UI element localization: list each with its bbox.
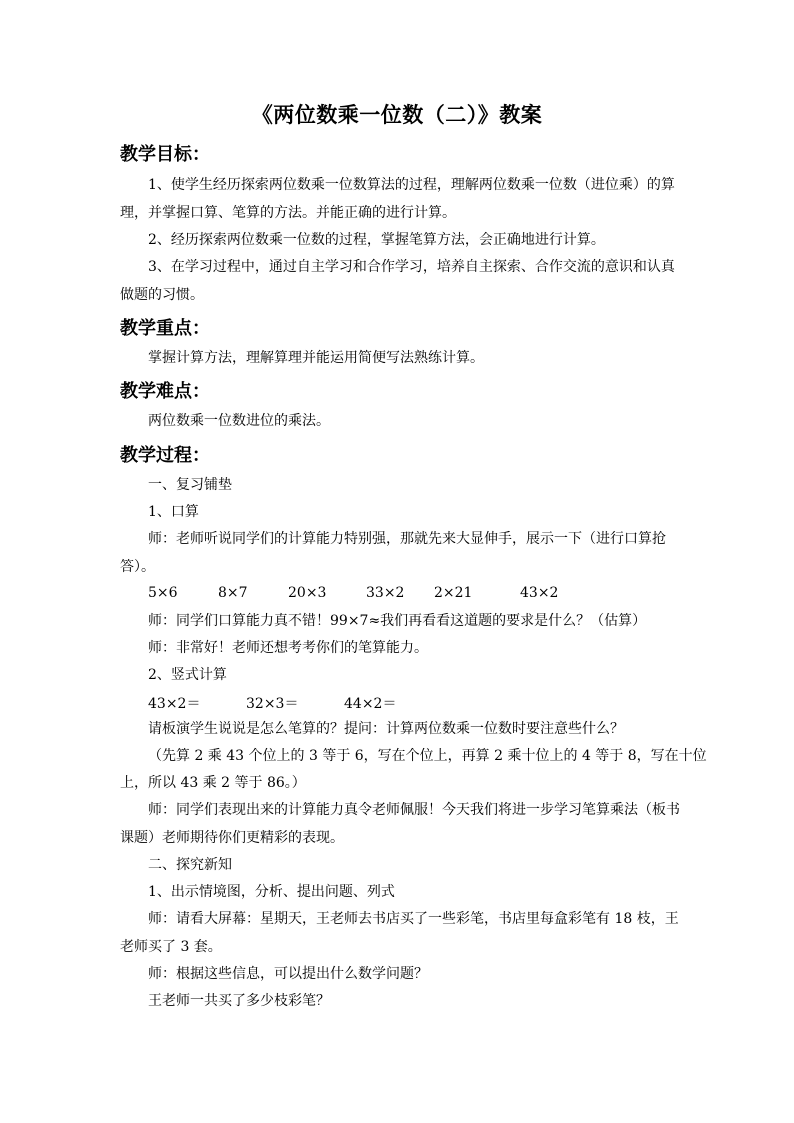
oral-problem: 20×3 <box>288 585 327 601</box>
ask-line: 请板演学生说说是怎么笔算的？提问：计算两位数乘一位数时要注意些什么？ <box>148 721 624 737</box>
page-title: 《两位数乘一位数（二）》教案 <box>251 102 543 127</box>
oral-problem: 2×21 <box>434 585 473 601</box>
section-explore: 二、探究新知 <box>148 857 232 873</box>
subsection-scene: 1、出示情境图，分析、提出问题、列式 <box>148 884 395 900</box>
vertical-problem: 32×3＝ <box>246 696 299 712</box>
objective-1-line-1: 1、使学生经历探索两位数乘一位数算法的过程，理解两位数乘一位数（进位乘）的算 <box>148 177 675 193</box>
objective-3-line-1: 3、在学习过程中，通过自主学习和合作学习，培养自主探索、合作交流的意识和认真 <box>148 259 675 275</box>
objective-2: 2、经历探索两位数乘一位数的过程，掌握笔算方法，会正确地进行计算。 <box>148 232 605 248</box>
heading-process: 教学过程： <box>120 445 210 466</box>
teacher-line-4a: 师：同学们表现出来的计算能力真令老师佩服！今天我们将进一步学习笔算乘法（板书 <box>148 802 680 818</box>
objective-1-line-2: 理，并掌握口算、笔算的方法。并能正确的进行计算。 <box>120 205 456 221</box>
teacher-line-6: 师：根据这些信息，可以提出什么数学问题？ <box>148 966 428 982</box>
teacher-line-1b: 答）。 <box>120 559 155 575</box>
difficulties-text: 两位数乘一位数进位的乘法。 <box>148 413 330 429</box>
heading-key-points: 教学重点： <box>120 318 210 339</box>
teacher-line-5a: 师：请看大屏幕：星期天，王老师去书店买了一些彩笔，书店里每盒彩笔有 18 枝，王 <box>148 911 679 927</box>
oral-problem: 5×6 <box>148 585 178 601</box>
objective-3-line-2: 做题的习惯。 <box>120 287 204 303</box>
teacher-line-4b: 课题）老师期待你们更精彩的表现。 <box>120 830 344 846</box>
vertical-problem: 43×2＝ <box>148 696 201 712</box>
heading-difficulties: 教学难点： <box>120 381 210 402</box>
oral-problem: 43×2 <box>520 585 559 601</box>
vertical-problem: 44×2＝ <box>344 696 397 712</box>
oral-problem: 8×7 <box>218 585 248 601</box>
question-line: 王老师一共买了多少枝彩笔？ <box>148 993 330 1009</box>
heading-objectives: 教学目标： <box>120 144 210 165</box>
subsection-oral: 1、口算 <box>148 504 199 520</box>
oral-problem: 33×2 <box>366 585 405 601</box>
explain-line-2: 上，所以 43 乘 2 等于 86。） <box>120 775 306 791</box>
teacher-line-2: 师：同学们口算能力真不错！99×7≈我们再看看这道题的要求是什么？（估算） <box>148 613 647 629</box>
subsection-vertical: 2、竖式计算 <box>148 667 227 683</box>
explain-line-1: （先算 2 乘 43 个位上的 3 等于 6，写在个位上，再算 2 乘十位上的 4 等于 8，写在十位 <box>148 748 707 764</box>
teacher-line-3: 师：非常好！老师还想考考你们的笔算能力。 <box>148 640 428 656</box>
key-points-text: 掌握计算方法，理解算理并能运用简便写法熟练计算。 <box>148 350 484 366</box>
section-review: 一、复习铺垫 <box>148 477 232 493</box>
teacher-line-1a: 师：老师听说同学们的计算能力特别强，那就先来大显伸手，展示一下（进行口算抢 <box>148 531 666 547</box>
teacher-line-5b: 老师买了 3 套。 <box>120 939 222 955</box>
